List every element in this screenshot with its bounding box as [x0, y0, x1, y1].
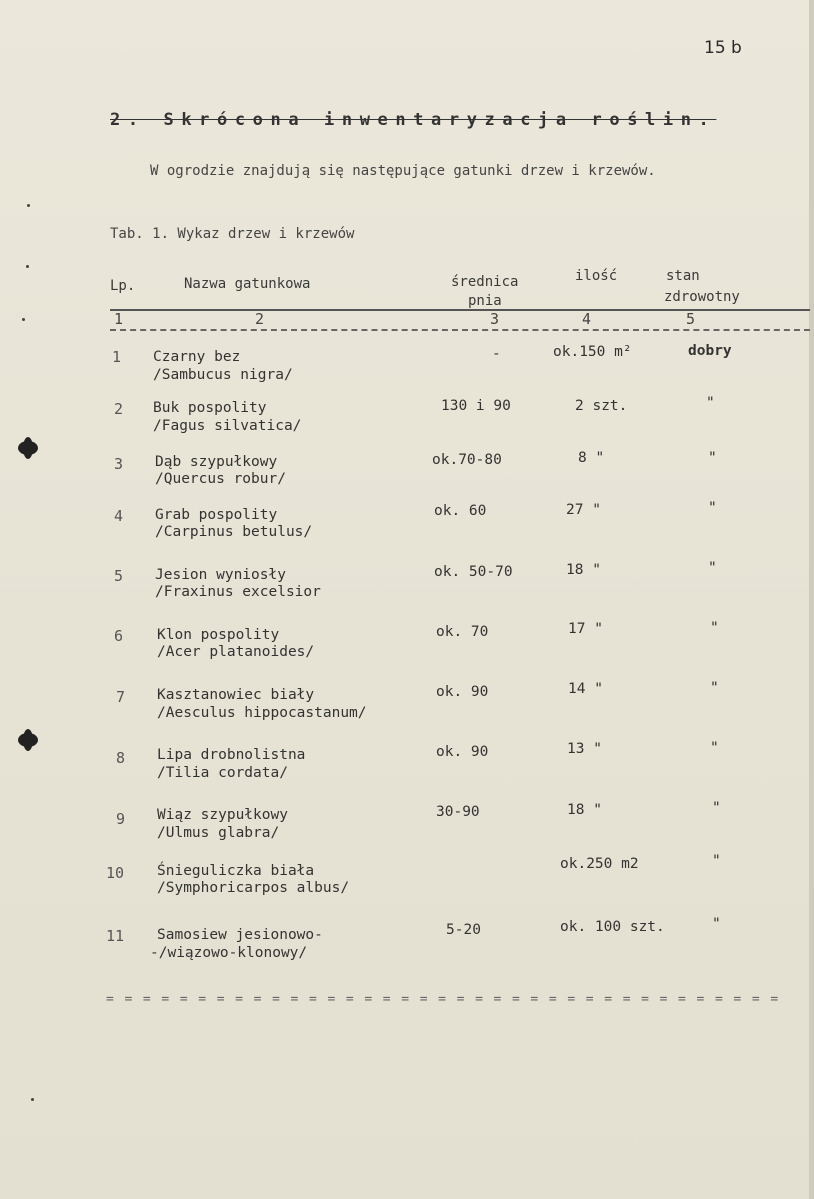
species-name: Grab pospolity	[155, 507, 278, 523]
quantity: 8 "	[578, 450, 605, 466]
quantity: ok. 100 szt.	[560, 919, 665, 935]
species-latin: /Sambucus nigra/	[153, 367, 293, 383]
species-latin: /Fraxinus excelsior	[155, 584, 321, 600]
trunk-diameter: -	[492, 346, 501, 362]
species-name: Samosiew jesionowo-	[157, 927, 323, 943]
species-name: Śnieguliczka biała	[157, 863, 315, 879]
header-name: Nazwa gatunkowa	[184, 276, 311, 292]
trunk-diameter: ok. 90	[436, 744, 489, 760]
page-edge	[809, 0, 814, 1199]
health-state: "	[708, 500, 717, 516]
row-number: 1	[112, 348, 122, 366]
health-state: "	[710, 680, 719, 696]
closing-line: = = = = = = = = = = = = = = = = = = = = = = = = = = = = = = = = = = = = =	[106, 992, 780, 1007]
row-number: 2	[114, 400, 124, 418]
trunk-diameter: ok. 90	[436, 684, 489, 700]
species-name: Wiąz szypułkowy	[157, 807, 288, 823]
trunk-diameter: 5-20	[446, 922, 481, 938]
species-latin: /Aesculus hippocastanum/	[157, 705, 367, 721]
quantity: 27 "	[566, 502, 601, 518]
punch-hole-mark	[18, 441, 38, 455]
page-number: 15 b	[704, 38, 742, 58]
trunk-diameter: 30-90	[436, 804, 480, 820]
row-number: 3	[114, 455, 124, 473]
header-rule-bottom	[110, 329, 810, 331]
quantity: 17 "	[568, 621, 603, 637]
species-name: Jesion wyniosły	[155, 567, 286, 583]
quantity: 2 szt.	[575, 398, 628, 414]
health-state: dobry	[688, 343, 732, 359]
trunk-diameter: ok. 50-70	[434, 564, 513, 580]
species-name: Dąb szypułkowy	[155, 454, 278, 470]
header-rule-top	[110, 309, 810, 311]
column-number: 5	[686, 310, 696, 328]
ink-speck	[27, 204, 30, 207]
column-number: 1	[114, 310, 124, 328]
quantity: ok.150 m²	[553, 344, 632, 360]
quantity: 18 "	[566, 562, 601, 578]
header-diameter-line1: średnica	[451, 274, 519, 290]
column-number: 2	[255, 310, 265, 328]
species-name: Lipa drobnolistna	[157, 747, 306, 763]
row-number: 4	[114, 507, 124, 525]
quantity: ok.250 m2	[560, 856, 639, 872]
trunk-diameter: ok. 70	[436, 624, 489, 640]
row-number: 11	[106, 927, 125, 945]
health-state: "	[712, 916, 721, 932]
species-latin: /Acer platanoides/	[157, 644, 315, 660]
species-name: Klon pospolity	[157, 627, 280, 643]
column-number: 4	[582, 310, 592, 328]
punch-hole-mark	[18, 733, 38, 747]
section-heading: 2. Skrócona inwentaryzacja roślin.	[110, 110, 717, 130]
health-state: "	[708, 560, 717, 576]
row-number: 6	[114, 627, 124, 645]
quantity: 14 "	[568, 681, 603, 697]
health-state: "	[706, 395, 715, 411]
header-quantity: ilość	[575, 268, 618, 284]
quantity: 13 "	[567, 741, 602, 757]
species-latin: /Ulmus glabra/	[157, 825, 280, 841]
health-state: "	[708, 450, 717, 466]
trunk-diameter: 130 i 90	[441, 398, 511, 414]
header-health-line1: stan	[666, 268, 700, 284]
intro-text: W ogrodzie znajdują się następujące gatunki drzew i krzewów.	[150, 163, 656, 179]
health-state: "	[712, 800, 721, 816]
row-number: 5	[114, 567, 124, 585]
species-latin: /Carpinus betulus/	[155, 524, 313, 540]
trunk-diameter: ok. 60	[434, 503, 487, 519]
species-latin: /Symphoricarpos albus/	[157, 880, 350, 896]
row-number: 9	[116, 810, 126, 828]
ink-speck	[26, 265, 29, 268]
health-state: "	[710, 740, 719, 756]
health-state: "	[710, 620, 719, 636]
species-name: Buk pospolity	[153, 400, 267, 416]
table-caption: Tab. 1. Wykaz drzew i krzewów	[110, 226, 355, 242]
species-latin: /Fagus silvatica/	[153, 418, 302, 434]
species-latin: /Quercus robur/	[155, 471, 286, 487]
species-latin: /Tilia cordata/	[157, 765, 288, 781]
header-health-line2: zdrowotny	[664, 289, 740, 305]
species-name: Czarny bez	[153, 349, 241, 365]
trunk-diameter: ok.70-80	[432, 452, 502, 468]
row-number: 8	[116, 749, 126, 767]
header-diameter-line2: pnia	[468, 293, 502, 309]
column-number: 3	[490, 310, 500, 328]
species-name: Kasztanowiec biały	[157, 687, 315, 703]
species-latin: -/wiązowo-klonowy/	[150, 945, 308, 961]
health-state: "	[712, 853, 721, 869]
ink-speck	[22, 318, 25, 321]
header-lp: Lp.	[110, 278, 136, 294]
quantity: 18 "	[567, 802, 602, 818]
row-number: 10	[106, 864, 125, 882]
row-number: 7	[116, 688, 126, 706]
ink-speck	[31, 1098, 34, 1101]
